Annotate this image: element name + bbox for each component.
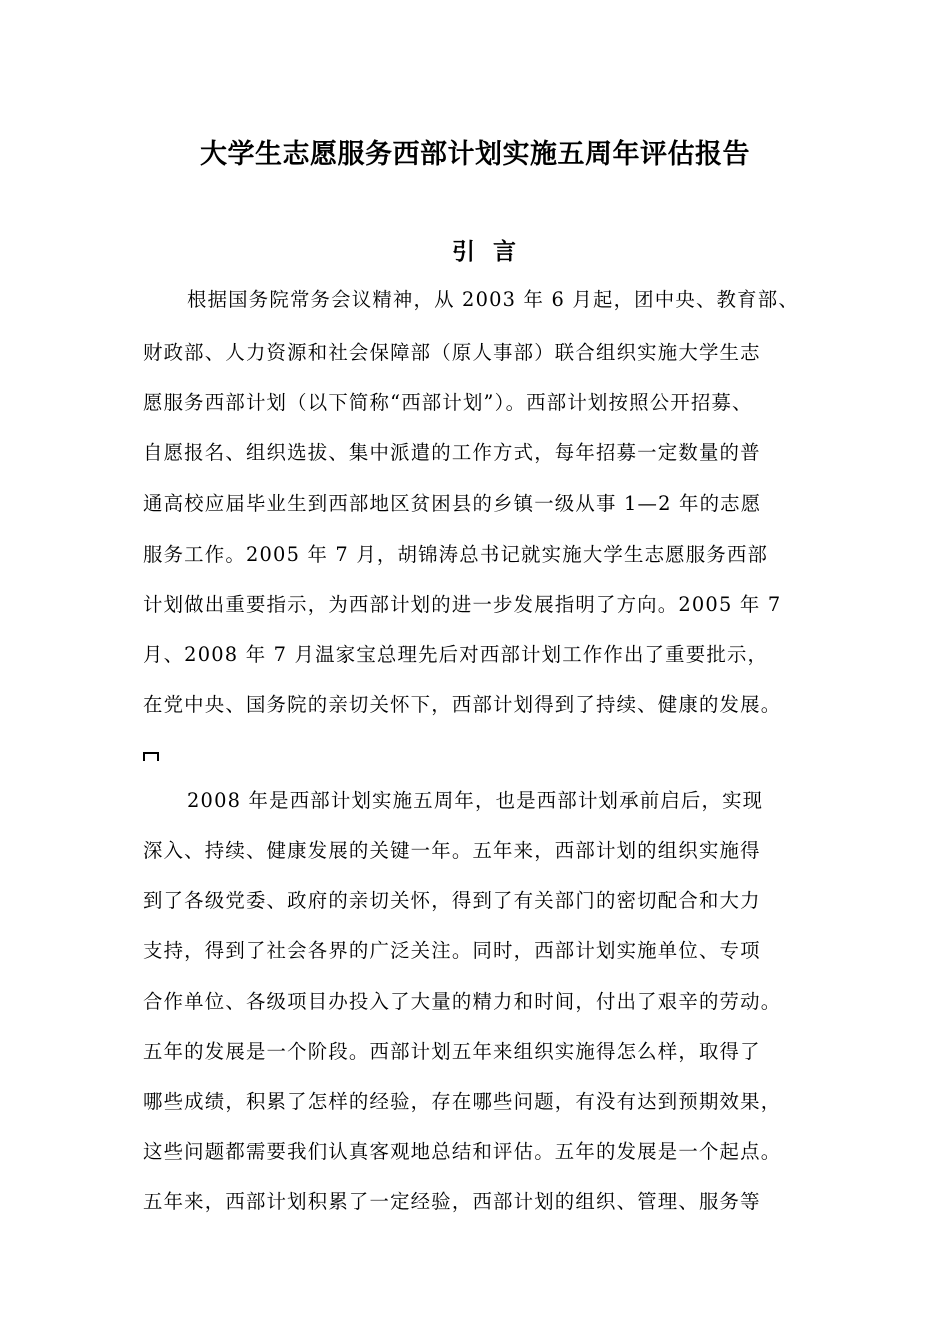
document-title: 大学生志愿服务西部计划实施五周年评估报告 [200,139,750,170]
paragraph-line: 愿服务西部计划（以下简称“西部计划”）。西部计划按照公开招募、 [143,391,753,414]
paragraph-line: 哪些成绩，积累了怎样的经验，存在哪些问题，有没有达到预期效果， [143,1090,782,1113]
paragraph-line: 计划做出重要指示，为西部计划的进一步发展指明了方向。2005 年 7 [143,593,782,616]
paragraph-line: 到了各级党委、政府的亲切关怀，得到了有关部门的密切配合和大力 [143,889,761,912]
section-heading: 引言 [452,239,534,265]
paragraph-line: 五年的发展是一个阶段。西部计划五年来组织实施得怎么样，取得了 [143,1040,761,1063]
paragraph-line: 通高校应届毕业生到西部地区贫困县的乡镇一级从事 1—2 年的志愿 [143,492,762,515]
paragraph-line: 服务工作。2005 年 7 月，胡锦涛总书记就实施大学生志愿服务西部 [143,543,769,566]
paragraph-line: 2008 年是西部计划实施五周年，也是西部计划承前启后，实现 [187,789,764,812]
paragraph-line: 月、2008 年 7 月温家宝总理先后对西部计划工作作出了重要批示， [143,643,769,666]
paragraph-line: 自愿报名、组织选拔、集中派遣的工作方式，每年招募一定数量的普 [143,441,761,464]
paragraph-line: 合作单位、各级项目办投入了大量的精力和时间，付出了艰辛的劳动。 [143,990,782,1013]
paragraph-line: 深入、持续、健康发展的关键一年。五年来，西部计划的组织实施得 [143,839,761,862]
paragraph-line: 财政部、人力资源和社会保障部（原人事部）联合组织实施大学生志 [143,341,761,364]
paragraph-line: 根据国务院常务会议精神，从 2003 年 6 月起，团中央、教育部、 [187,288,799,311]
bracket-mark [143,752,159,761]
paragraph-line: 这些问题都需要我们认真客观地总结和评估。五年的发展是一个起点。 [143,1140,782,1163]
paragraph-line: 在党中央、国务院的亲切关怀下，西部计划得到了持续、健康的发展。 [143,693,782,716]
paragraph-line: 五年来，西部计划积累了一定经验，西部计划的组织、管理、服务等 [143,1190,761,1213]
paragraph-line: 支持，得到了社会各界的广泛关注。同时，西部计划实施单位、专项 [143,939,761,962]
